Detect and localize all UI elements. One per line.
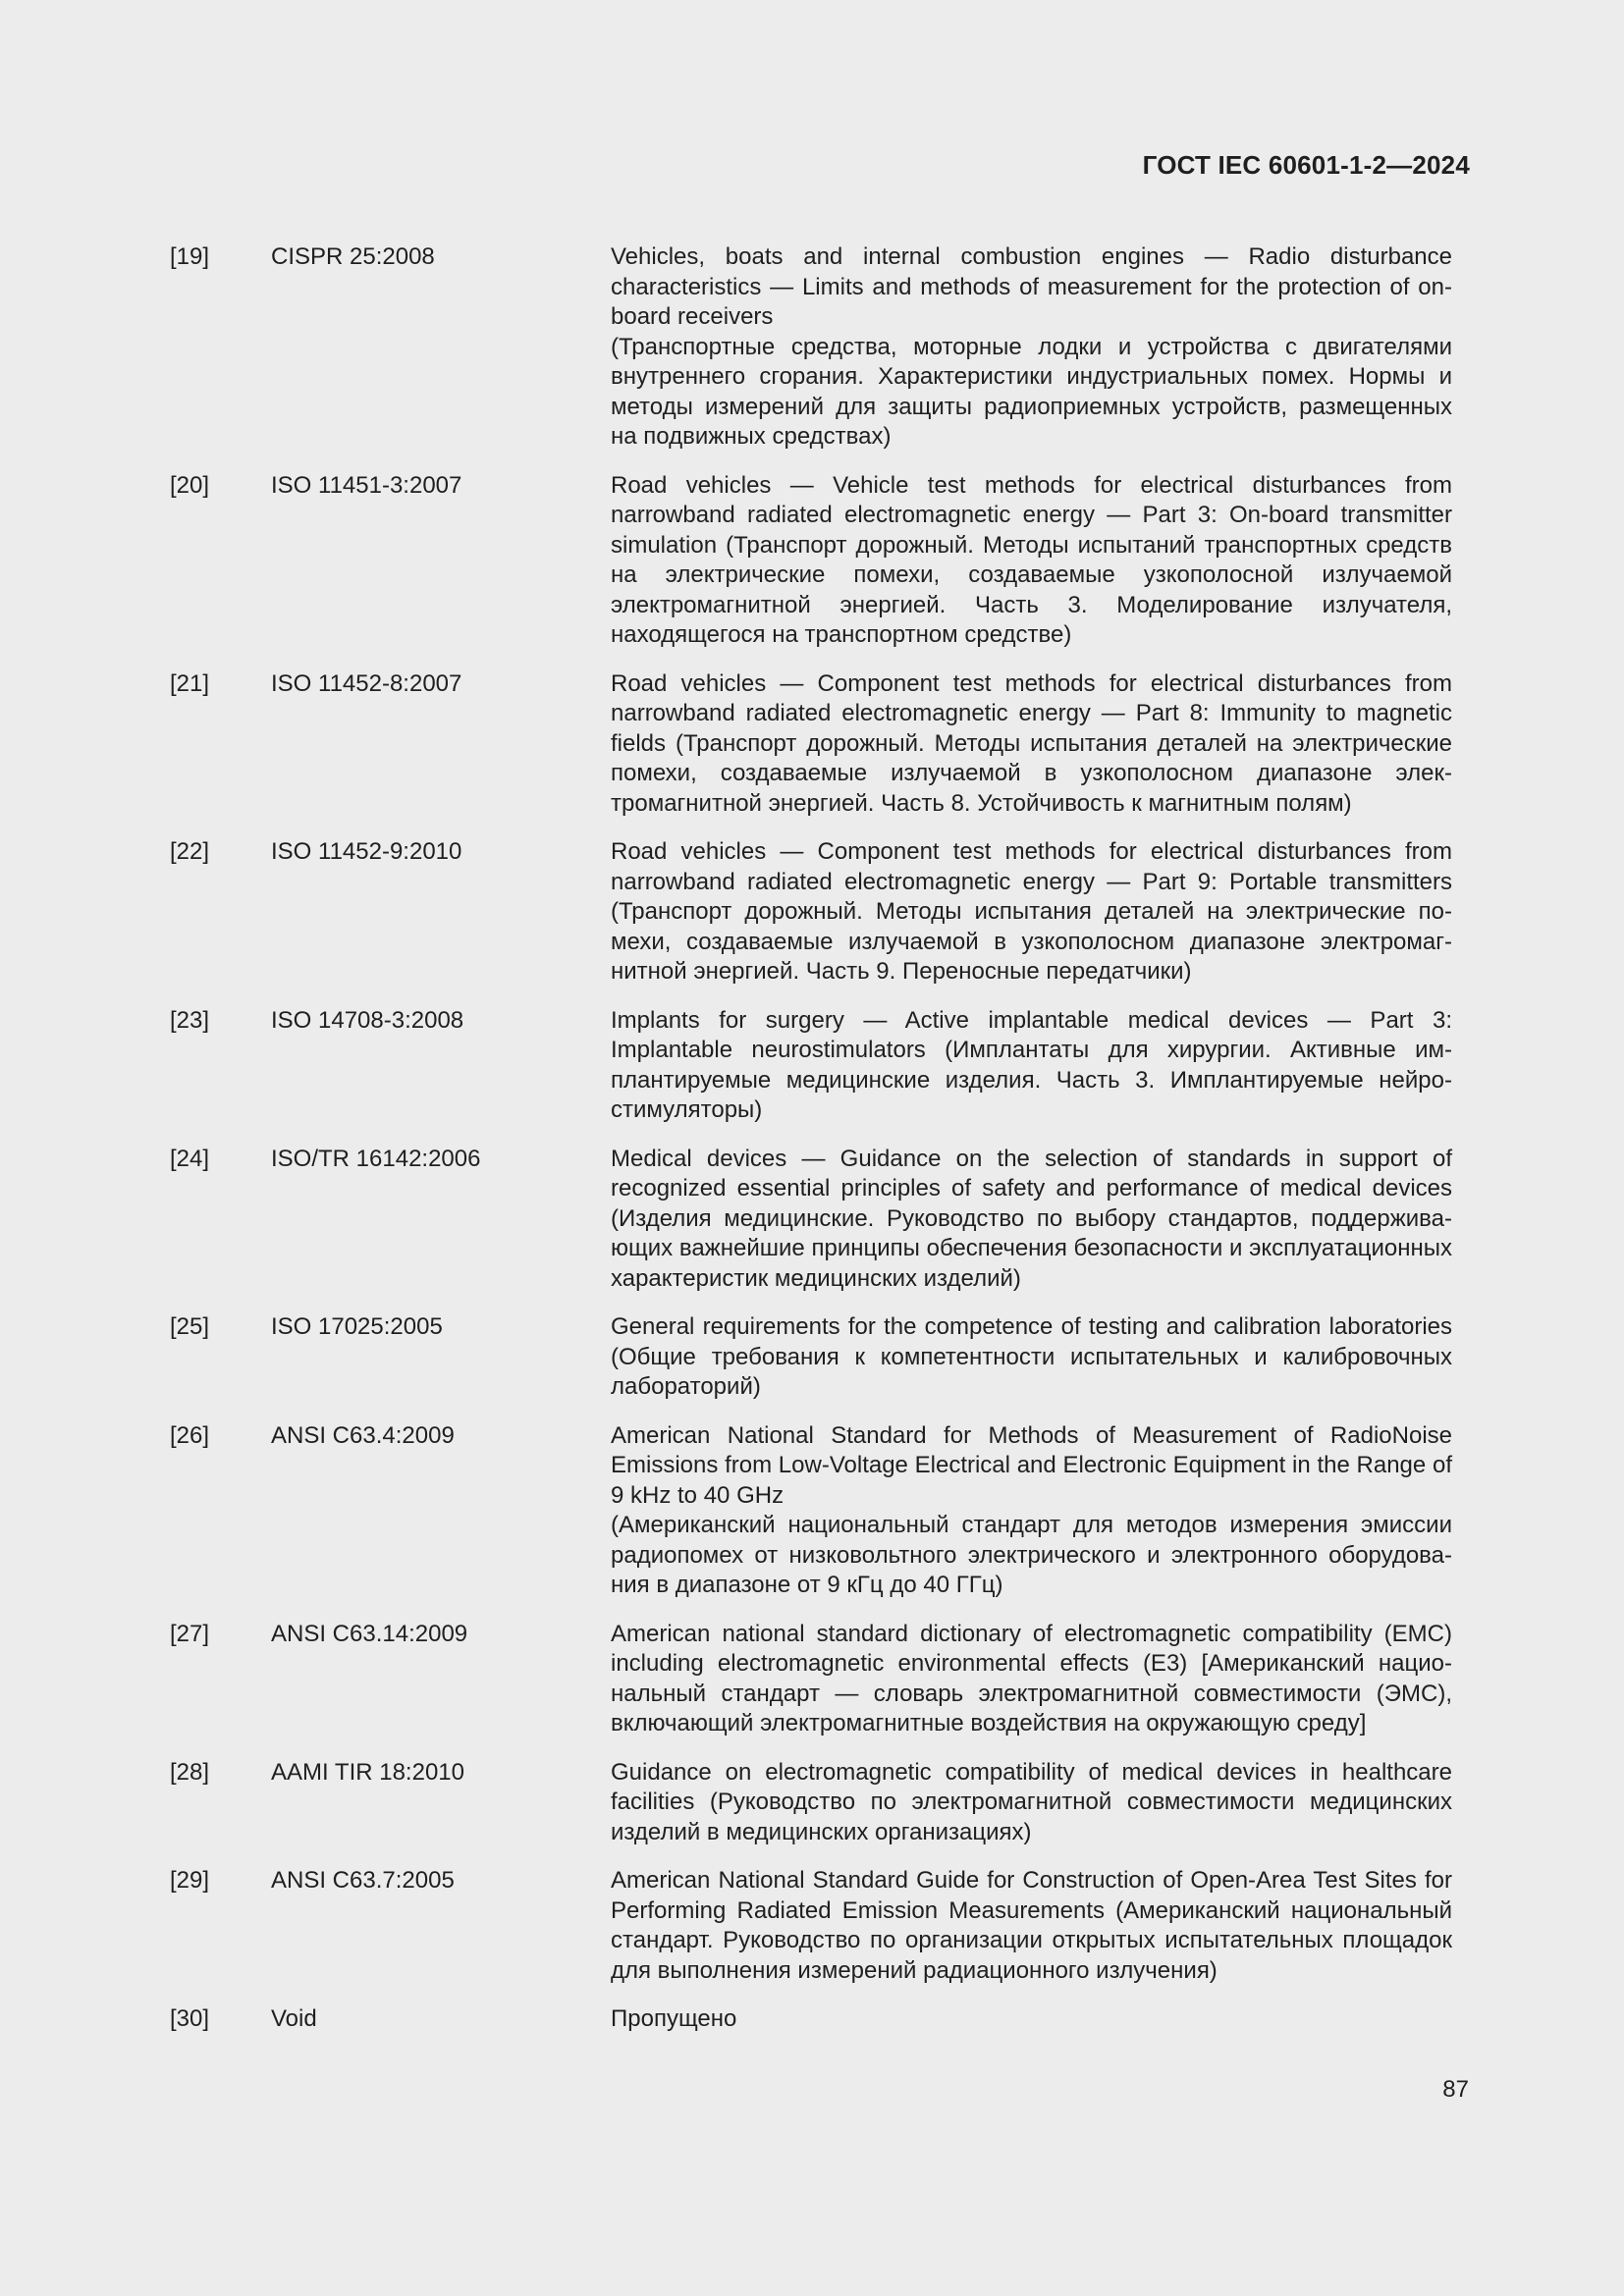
reference-code: ISO 11452-8:2007	[271, 669, 462, 697]
reference-code: ISO 11451-3:2007	[271, 471, 462, 499]
reference-title: American National Standard Guide for Construction of Open-Area Test Sites for Performing Radiated Emission Measurements (Американский национальный стандарт. Руководство по организации открытых испытательных площадок для выполнения измерений радиационного излучения)	[611, 1867, 1452, 1984]
reference-code: ISO/TR 16142:2006	[271, 1145, 481, 1172]
page-number: 87	[1442, 2076, 1469, 2103]
reference-title: Guidance on electromagnetic compatibility of medical devices in healthcare facilities (Руководство по электромагнитной совместимости медицинских изделий в медицинских организациях)	[611, 1758, 1452, 1845]
reference-code: CISPR 25:2008	[271, 243, 435, 270]
reference-description	[611, 1312, 1452, 1403]
reference-number: [26]	[170, 1421, 210, 1449]
reference-title: Road vehicles — Component test methods for electrical disturbances from narrowband radiated electromagnetic energy — Part 9: Portable transmitters (Транспорт дорожный. Методы испытания деталей на электрические помехи, создаваемые излучаемой в узкополосном диапазоне электромагнитной энергией. Часть 9. Переносные передатчики)	[611, 838, 1452, 985]
reference-entry	[170, 242, 1452, 453]
reference-title-russian: (Американский национальный стандарт для методов измерения эмиссии радиопомех от низковольтного электрического и электронного оборудования в диапазоне от 9 кГц до 40 ГГц)	[611, 1512, 1452, 1598]
reference-code: ISO 11452-9:2010	[271, 838, 462, 865]
reference-number: [23]	[170, 1006, 210, 1034]
reference-entry	[170, 669, 1452, 820]
reference-description	[611, 837, 1452, 988]
reference-entry	[170, 1421, 1452, 1601]
reference-description	[611, 1421, 1452, 1601]
reference-description	[611, 242, 1452, 453]
reference-number: [22]	[170, 838, 210, 865]
reference-entry	[170, 1145, 1452, 1295]
reference-number: [25]	[170, 1313, 210, 1340]
reference-title: Implants for surgery — Active implantable medical devices — Part 3: Implantable neurostimulators (Имплантаты для хирургии. Активные имплантируемые медицинские изделия. Часть 3. Имплантируемые нейростимуляторы)	[611, 1006, 1452, 1123]
reference-entry	[170, 471, 1452, 651]
reference-entry	[170, 837, 1452, 988]
reference-entry	[170, 1758, 1452, 1848]
reference-code: ISO 14708-3:2008	[271, 1006, 464, 1034]
reference-title-russian: (Транспортные средства, моторные лодки и устройства с двигателями внутреннего сгорания. Характеристики индустриальных помех. Нормы и методы измерений для защиты радиоприемных устройств, размещенных на подвижных средствах)	[611, 333, 1452, 450]
reference-number: [19]	[170, 243, 210, 270]
reference-number: [29]	[170, 1867, 210, 1894]
reference-description	[611, 1758, 1452, 1848]
reference-title: General requirements for the competence of testing and calibration laboratories (Общие требования к компетентности испытательных и калибровочных лабораторий)	[611, 1313, 1452, 1400]
reference-entry	[170, 2004, 1452, 2035]
reference-title: Пропущено	[611, 2005, 737, 2032]
reference-number: [20]	[170, 471, 210, 499]
reference-number: [30]	[170, 2005, 210, 2032]
page-header-standard-id: ГОСТ IEC 60601-1-2—2024	[1142, 150, 1470, 180]
reference-entry	[170, 1312, 1452, 1403]
reference-entry	[170, 1866, 1452, 1986]
reference-entry	[170, 1620, 1452, 1739]
reference-title: Road vehicles — Component test methods for electrical disturbances from narrowband radiated electromagnetic energy — Part 8: Immunity to magnetic fields (Транспорт дорожный. Методы испытания деталей на электрические помехи, создаваемые излучаемой в узкополосном диапазоне электромагнитной энергией. Часть 8. Устойчивость к магнитным полям)	[611, 669, 1452, 817]
reference-code: AAMI TIR 18:2010	[271, 1758, 464, 1786]
reference-title-english: American National Standard for Methods of Measurement of RadioNoise Emissions from Low-Voltage Electrical and Electronic Equipment in the Range of 9 kHz to 40 GHz	[611, 1421, 1452, 1509]
reference-number: [24]	[170, 1145, 210, 1172]
reference-title-english: Vehicles, boats and internal combustion engines — Radio disturbance characteristics — Limits and methods of measurement for the protection of on-board receivers	[611, 243, 1452, 330]
reference-code: Void	[271, 2005, 317, 2032]
reference-title: American national standard dictionary of electromagnetic compatibility (EMC) including electromagnetic environmental effects (E3) [Американский национальный стандарт — словарь электромагнитной совместимости (ЭМС), включающий электромагнитные воздействия на окружающую среду]	[611, 1620, 1452, 1736]
reference-description	[611, 2004, 1452, 2035]
reference-description	[611, 471, 1452, 651]
reference-description	[611, 1620, 1452, 1739]
reference-title: Medical devices — Guidance on the selection of standards in support of recognized essential principles of safety and performance of medical devices (Изделия медицинские. Руководство по выбору стандартов, поддерживающих важнейшие принципы обеспечения безопасности и эксплуатационных характеристик медицинских изделий)	[611, 1145, 1452, 1292]
reference-description	[611, 669, 1452, 820]
reference-entry	[170, 1006, 1452, 1126]
reference-title: Road vehicles — Vehicle test methods for electrical disturbances from narrowband radiated electromagnetic energy — Part 3: On-board transmitter simulation (Транспорт дорожный. Методы испытаний транспортных средств на электрические помехи, создаваемые узкополосной излучаемой электромагнитной энергией. Часть 3. Моделирование излучателя, находящегося на транспортном средстве)	[611, 471, 1452, 648]
reference-code: ANSI C63.4:2009	[271, 1421, 455, 1449]
reference-number: [21]	[170, 669, 210, 697]
reference-description	[611, 1866, 1452, 1986]
reference-number: [28]	[170, 1758, 210, 1786]
reference-code: ANSI C63.7:2005	[271, 1867, 455, 1894]
reference-code: ISO 17025:2005	[271, 1313, 443, 1340]
reference-description	[611, 1145, 1452, 1295]
bibliography-list	[170, 242, 1452, 2054]
reference-number: [27]	[170, 1620, 210, 1647]
reference-code: ANSI C63.14:2009	[271, 1620, 468, 1647]
reference-description	[611, 1006, 1452, 1126]
